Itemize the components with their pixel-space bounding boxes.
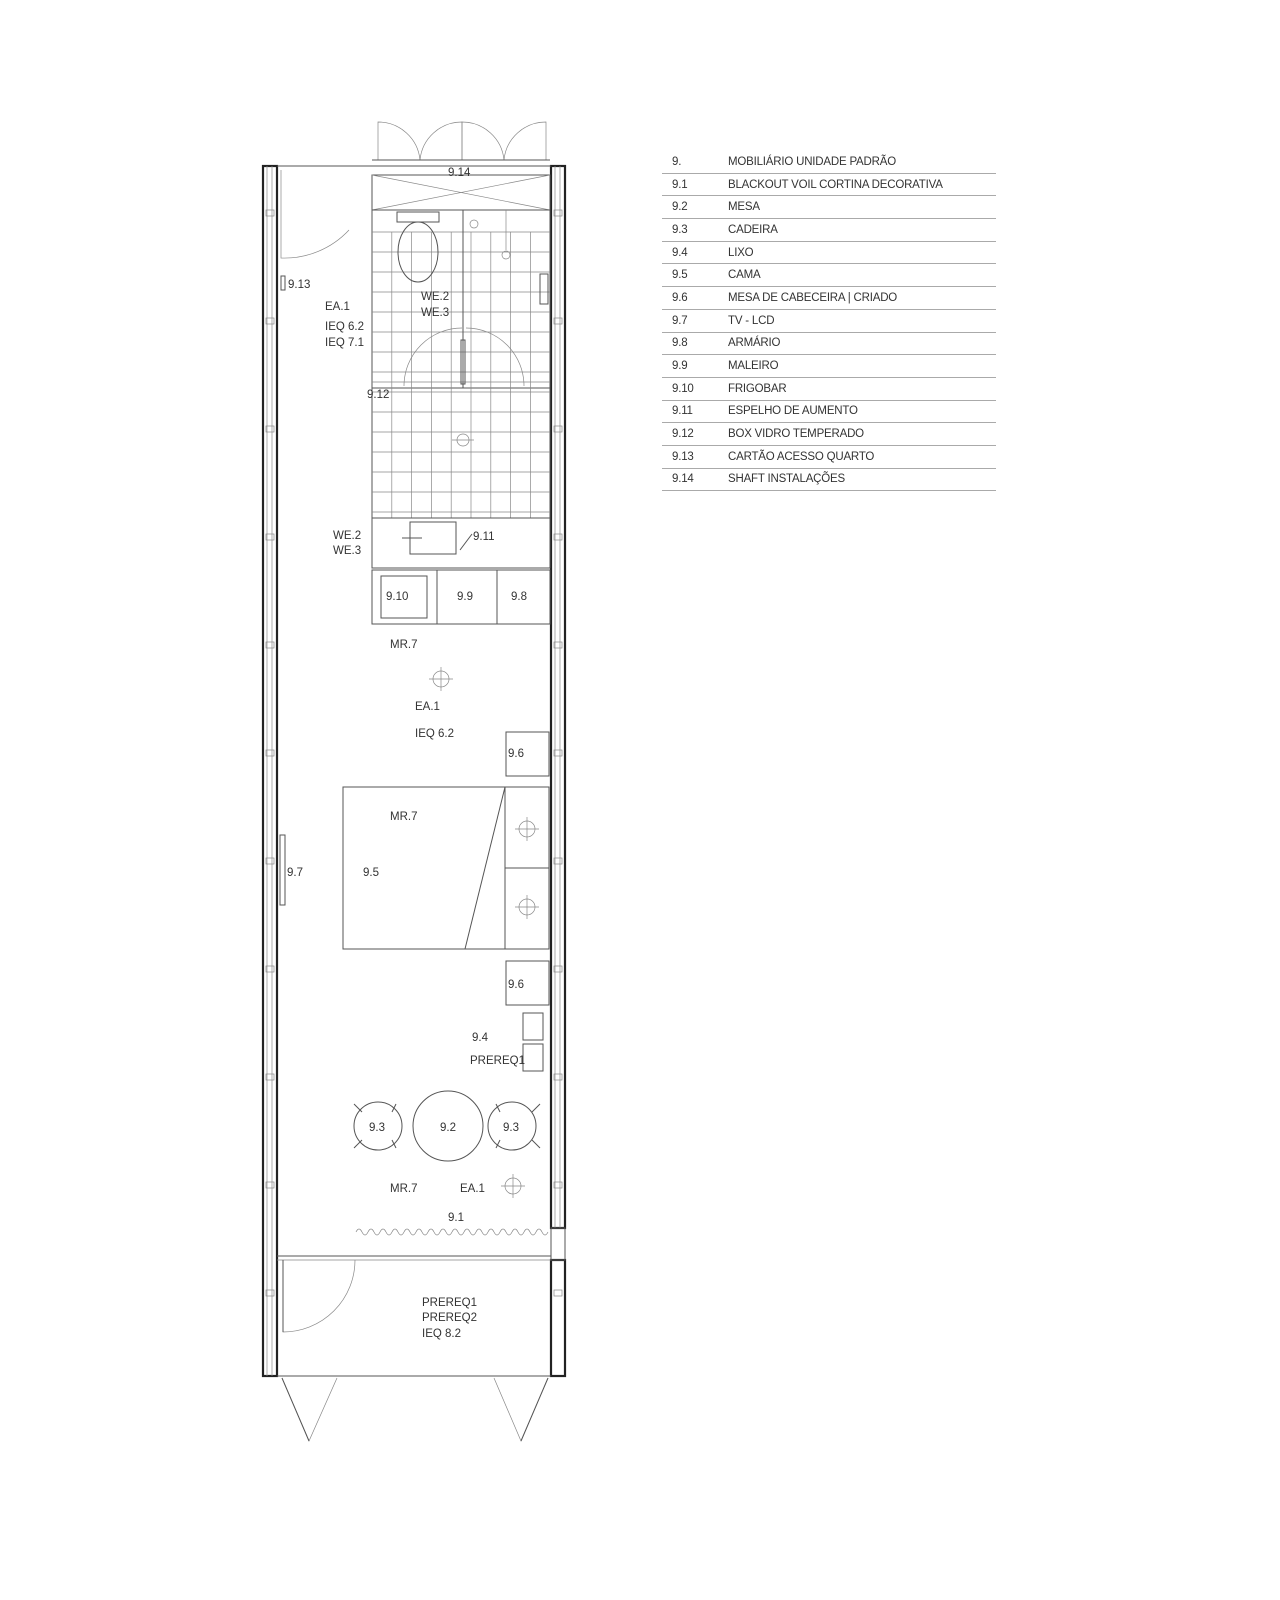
bed-label: 9.5 xyxy=(363,867,379,879)
trash-bin xyxy=(523,1013,543,1040)
legend-description: CAMA xyxy=(728,269,761,282)
legend-row xyxy=(662,151,996,174)
entrance xyxy=(277,1256,551,1441)
legend-description: MESA xyxy=(728,201,760,214)
card-label: 9.13 xyxy=(288,279,311,291)
legend-code: 9.7 xyxy=(672,314,688,327)
entry-2-label: PREREQ2 xyxy=(422,1312,477,1324)
curtain-label: 9.1 xyxy=(448,1212,464,1224)
legend-code: 9.12 xyxy=(672,428,694,441)
legend-code: 9.5 xyxy=(672,269,688,282)
bath-ieq2-label: IEQ 7.1 xyxy=(325,337,364,349)
box-label: 9.12 xyxy=(367,389,390,401)
legend-row xyxy=(662,401,996,424)
legend-description: BOX VIDRO TEMPERADO xyxy=(728,428,864,441)
legend-row xyxy=(662,446,996,469)
chair-left-label: 9.3 xyxy=(369,1122,385,1134)
bath-door xyxy=(281,170,349,258)
legend-description: TV - LCD xyxy=(728,314,775,327)
legend-description: MALEIRO xyxy=(728,360,779,373)
legend-code: 9.13 xyxy=(672,450,694,463)
prereq-mid-label: PREREQ1 xyxy=(470,1055,525,1067)
wardrobe-label: 9.8 xyxy=(511,591,527,603)
legend-description: MESA DE CABECEIRA | CRIADO xyxy=(728,291,898,304)
room-ieq-label: IEQ 6.2 xyxy=(415,728,454,740)
vanity-a-label: WE.2 xyxy=(333,530,362,542)
room-ea2-label: EA.1 xyxy=(460,1183,485,1195)
legend-row xyxy=(662,423,996,446)
legend-row xyxy=(662,242,996,265)
legend-code: 9.11 xyxy=(672,405,693,418)
legend-row xyxy=(662,287,996,310)
tv-label: 9.7 xyxy=(287,867,303,879)
bath-ea-label: EA.1 xyxy=(325,301,350,313)
shaft-label: 9.14 xyxy=(448,167,471,179)
bathroom xyxy=(372,210,550,518)
legend-description: CADEIRA xyxy=(728,223,778,236)
legend-row xyxy=(662,378,996,401)
chair-right-label: 9.3 xyxy=(503,1122,519,1134)
bath-ieq1-label: IEQ 6.2 xyxy=(325,321,364,333)
entry-3-label: IEQ 8.2 xyxy=(422,1328,461,1340)
legend-code: 9.14 xyxy=(672,473,694,486)
vanity-wardrobe xyxy=(372,518,550,624)
legend-row xyxy=(662,469,996,492)
legend-description: SHAFT INSTALAÇÕES xyxy=(728,473,845,486)
legend-description: CARTÃO ACESSO QUARTO xyxy=(728,450,875,463)
legend-code: 9.1 xyxy=(672,178,688,191)
mr7-c-label: MR.7 xyxy=(390,1183,418,1195)
wc-a-label: WE.2 xyxy=(421,291,450,303)
trash-label: 9.4 xyxy=(472,1032,488,1044)
mr7-b-label: MR.7 xyxy=(390,811,418,823)
legend-row xyxy=(662,196,996,219)
fridge-label: 9.10 xyxy=(386,591,409,603)
recycle-bin xyxy=(523,1044,543,1071)
legend-description: LIXO xyxy=(728,246,754,259)
luggage-label: 9.9 xyxy=(457,591,473,603)
legend-code: 9.3 xyxy=(672,223,688,236)
tv xyxy=(280,835,285,905)
legend-description: MOBILIÁRIO UNIDADE PADRÃO xyxy=(728,155,896,168)
legend-description: ARMÁRIO xyxy=(728,337,781,350)
legend-description: ESPELHO DE AUMENTO xyxy=(728,405,858,418)
legend-code: 9.9 xyxy=(672,360,688,373)
legend-row xyxy=(662,174,996,197)
wc-b-label: WE.3 xyxy=(421,307,450,319)
mr7-a-label: MR.7 xyxy=(390,639,418,651)
legend-description: BLACKOUT VOIL CORTINA DECORATIVA xyxy=(728,178,943,191)
legend-row xyxy=(662,219,996,242)
card-slot xyxy=(281,276,285,290)
legend-code: 9.8 xyxy=(672,337,688,350)
legend-row xyxy=(662,355,996,378)
legend-row xyxy=(662,264,996,287)
legend-description: FRIGOBAR xyxy=(728,382,787,395)
room-ea-label: EA.1 xyxy=(415,701,440,713)
mirror-label: 9.11 xyxy=(473,531,495,543)
legend-code: 9.2 xyxy=(672,201,688,214)
legend-table xyxy=(662,151,996,491)
legend-code: 9.10 xyxy=(672,382,694,395)
legend-row xyxy=(662,310,996,333)
curtain xyxy=(356,1229,548,1235)
nightstand-bottom-label: 9.6 xyxy=(508,979,524,991)
legend-code: 9.4 xyxy=(672,246,688,259)
ceiling-lights xyxy=(429,667,539,1198)
legend-code: 9.6 xyxy=(672,291,688,304)
table-label: 9.2 xyxy=(440,1122,456,1134)
vanity-b-label: WE.3 xyxy=(333,545,362,557)
legend-code: 9. xyxy=(672,155,682,168)
legend-row xyxy=(662,333,996,356)
entry-1-label: PREREQ1 xyxy=(422,1297,477,1309)
nightstand-top-label: 9.6 xyxy=(508,748,524,760)
